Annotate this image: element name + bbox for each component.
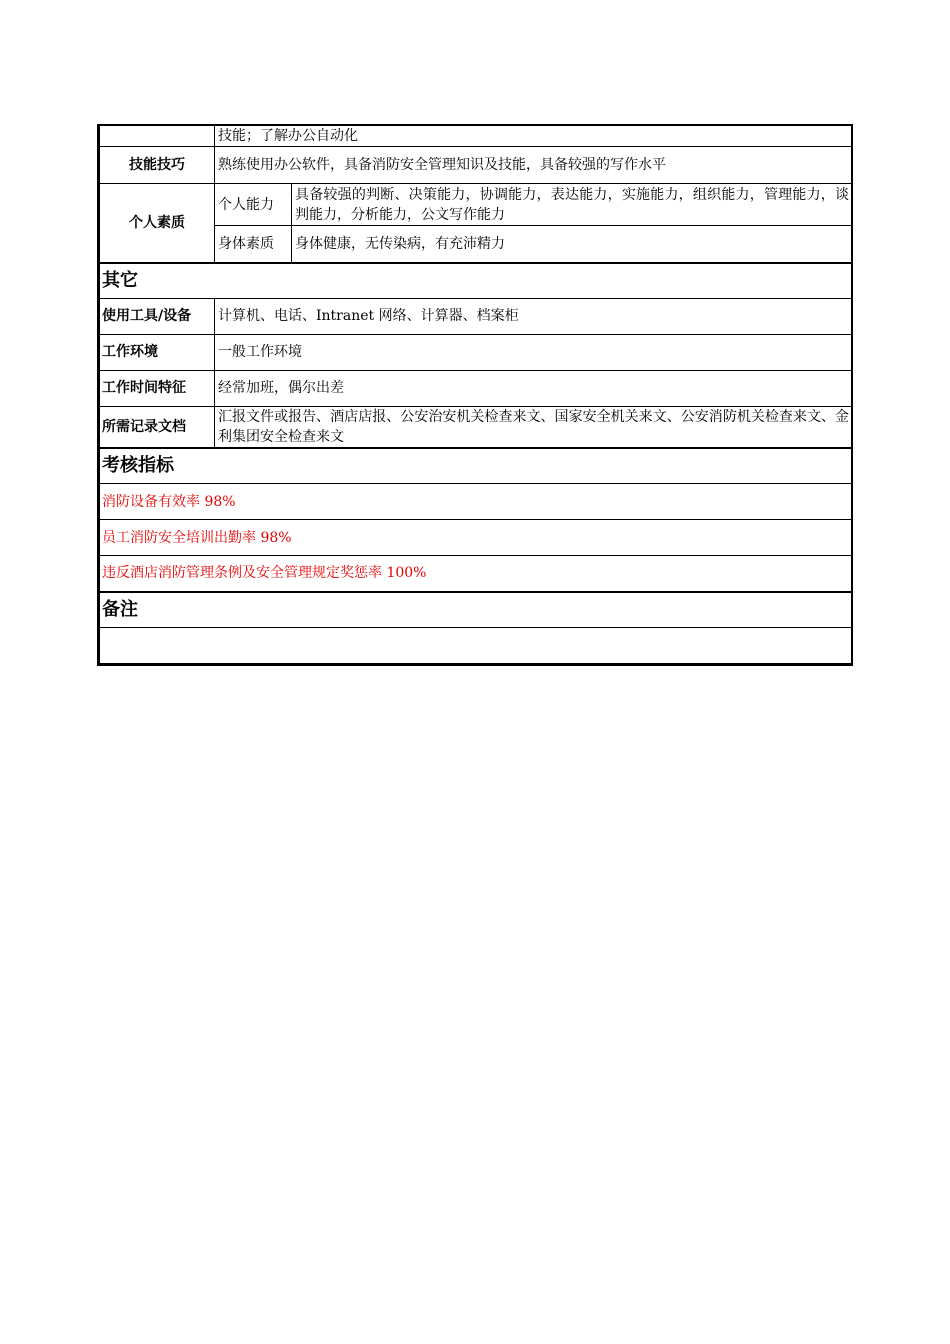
skills-label: 技能技巧: [100, 147, 215, 184]
table-row: [100, 298, 852, 334]
remarks-value: [100, 627, 852, 663]
tools-label: 使用工具/设备: [100, 298, 215, 334]
kpi-item: 员工消防安全培训出勤率 98%: [100, 520, 852, 556]
remarks-section-title: 备注: [100, 592, 852, 628]
table-row: [100, 520, 852, 556]
physical-quality-label: 身体素质: [215, 226, 292, 263]
skills-value: 熟练使用办公软件，具备消防安全管理知识及技能，具备较强的写作水平: [215, 147, 852, 184]
kpi-item: 违反酒店消防管理条例及安全管理规定奖惩率 100%: [100, 556, 852, 592]
continued-skill-text: 技能；了解办公自动化: [215, 126, 852, 147]
section-row: [100, 263, 852, 299]
table-row: [100, 406, 852, 448]
kpi-section-title: 考核指标: [100, 448, 852, 484]
job-description-table: [99, 125, 852, 664]
work-time-value: 经常加班，偶尔出差: [215, 370, 852, 406]
table-row: [100, 370, 852, 406]
physical-quality-value: 身体健康，无传染病，有充沛精力: [292, 226, 852, 263]
table-row: [100, 556, 852, 592]
tools-value: 计算机、电话、Intranet 网络、计算器、档案柜: [215, 298, 852, 334]
work-time-label: 工作时间特征: [100, 370, 215, 406]
table-row: [100, 334, 852, 370]
section-row: [100, 448, 852, 484]
personal-ability-label: 个人能力: [215, 184, 292, 226]
job-description-sheet: [97, 124, 853, 666]
kpi-item: 消防设备有效率 98%: [100, 484, 852, 520]
other-section-title: 其它: [100, 263, 852, 299]
table-row: [100, 147, 852, 184]
documents-label: 所需记录文档: [100, 406, 215, 448]
table-row: [100, 484, 852, 520]
personal-quality-label: 个人素质: [100, 184, 215, 263]
environment-value: 一般工作环境: [215, 334, 852, 370]
environment-label: 工作环境: [100, 334, 215, 370]
table-row: [100, 184, 852, 226]
personal-ability-value: 具备较强的判断、决策能力，协调能力，表达能力，实施能力，组织能力，管理能力，谈判能力，分析能力，公文写作能力: [292, 184, 852, 226]
empty-label-cell: [100, 126, 215, 147]
documents-value: 汇报文件或报告、酒店店报、公安治安机关检查来文、国家安全机关来文、公安消防机关检查来文、金利集团安全检查来文: [215, 406, 852, 448]
table-row: [100, 126, 852, 147]
section-row: [100, 592, 852, 628]
table-row: [100, 627, 852, 663]
